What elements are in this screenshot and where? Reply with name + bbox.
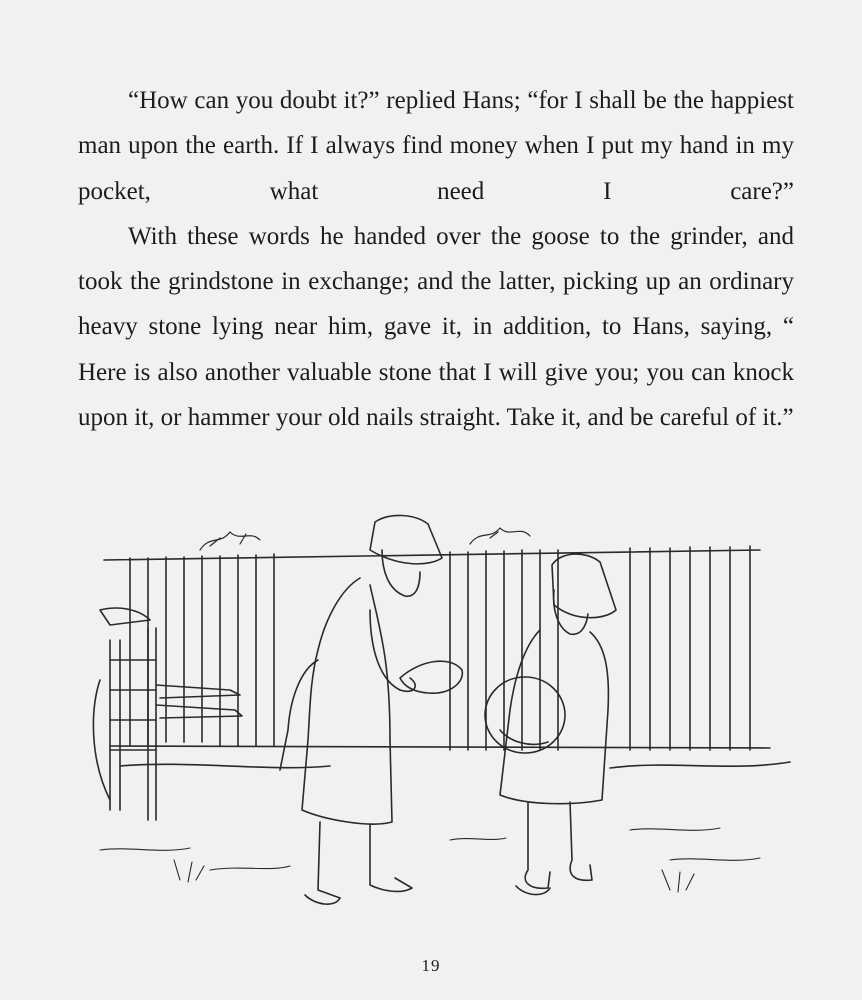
body-text xyxy=(78,78,794,440)
grinder-figure xyxy=(280,515,462,904)
paragraph-text: With these words he handed over the goose to the grinder, and took the grindstone in exchange; and the latter, picking up an ordinary heavy stone lying near him, gave it, in addition, to Hans, saying, “ Here is also another valuable stone that I will give you; you can knock upon it, or hammer your old nails straight. Take it, and be careful of it.” xyxy=(78,222,794,432)
page-number: 19 xyxy=(421,956,441,975)
fence xyxy=(104,546,790,768)
paragraph-text: “How can you doubt it?” replied Hans; “for I shall be the happiest man upon the earth. If I always find money when I put my hand in my pocket, what need I care?” xyxy=(78,87,794,205)
bushes xyxy=(200,528,530,550)
ground xyxy=(100,828,760,892)
paragraph xyxy=(78,214,794,440)
illustration xyxy=(70,510,796,920)
paragraph xyxy=(78,78,794,214)
